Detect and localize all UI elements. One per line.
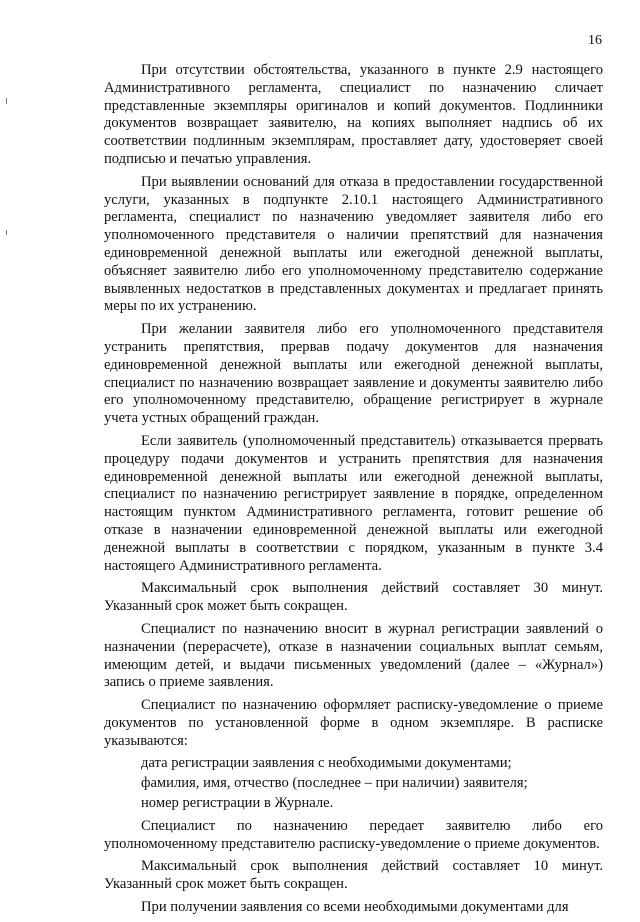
page-number: 16: [588, 33, 602, 48]
margin-mark: [6, 230, 7, 235]
paragraph-max-time-10: Максимальный срок выполнения действий составляет 10 минут. Указанный срок может быть сокращен.: [104, 858, 603, 893]
list-item: фамилия, имя, отчество (последнее – при наличии) заявителя;: [141, 775, 528, 792]
margin-mark: [6, 98, 7, 104]
list-item: дата регистрации заявления с необходимыми документами;: [141, 755, 512, 772]
paragraph-hand-receipt: Специалист по назначению передает заявителю либо его уполномоченному представителю расписку-уведомление о приеме документов.: [104, 817, 603, 852]
paragraph-receipt-notice: Специалист по назначению оформляет расписку-уведомление о приеме документов по установленной форме в одном экземпляре. В расписке указываются:: [104, 697, 603, 749]
document-body: [104, 62, 603, 922]
paragraph-original-check: При отсутствии обстоятельства, указанного в пункте 2.9 настоящего Административного регламента, специалист по назначению сличает представленные экземпляры оригиналов и копий документов. Подлинники документов возвращает заявителю, на копиях выполняет надпись об их соответствии подлинным экземплярам, проставляет дату, удостоверяет своей подписью и печатью управления.: [104, 62, 603, 167]
paragraph-remove-obstacles: При желании заявителя либо его уполномоченного представителя устранить препятствия, прервав подачу документов для назначения единовременной денежной выплаты или ежегодной денежной выплаты, специалист по назначению возвращает заявление и документы заявителю либо его уполномоченному представителю, обращение регистрирует в журнале учета устных обращений граждан.: [104, 321, 603, 427]
paragraph-refusal-grounds: При выявлении оснований для отказа в предоставлении государственной услуги, указанных в подпункте 2.10.1 настоящего Административного регламента, специалист по назначению уведомляет заявителя либо его уполномоченного представителя о наличии препятствий для назначения единовременной денежной выплаты или ежегодной денежной выплаты, объясняет заявителю либо его уполномоченному представителю содержание выявленных недостатков в представленных документах и предлагает принять меры по их устранению.: [104, 173, 603, 315]
paragraph-journal-entry: Специалист по назначению вносит в журнал регистрации заявлений о назначении (перерасчете), отказе в назначении социальных выплат семьям, имеющим детей, и выдачи письменных уведомлений (далее – «Журнал») запись о приеме заявления.: [104, 620, 603, 691]
list-item: номер регистрации в Журнале.: [141, 795, 334, 812]
paragraph-applicant-refuses: Если заявитель (уполномоченный представитель) отказывается прервать процедуру подачи документов и устранить препятствия для назначения единовременной денежной выплаты или ежегодной денежной выплаты, специалист по назначению регистрирует заявление в порядке, определенном настоящим пунктом Административного регламента, готовит решение об отказе в назначении единовременной денежной выплаты или ежегодной денежной выплаты в соответствии с порядком, указанным в пункте 3.4 настоящего Административного регламента.: [104, 432, 603, 574]
paragraph-max-time-30: Максимальный срок выполнения действий составляет 30 минут. Указанный срок может быть сокращен.: [104, 580, 603, 615]
paragraph-continued: При получении заявления со всеми необходимыми документами для: [141, 899, 569, 916]
